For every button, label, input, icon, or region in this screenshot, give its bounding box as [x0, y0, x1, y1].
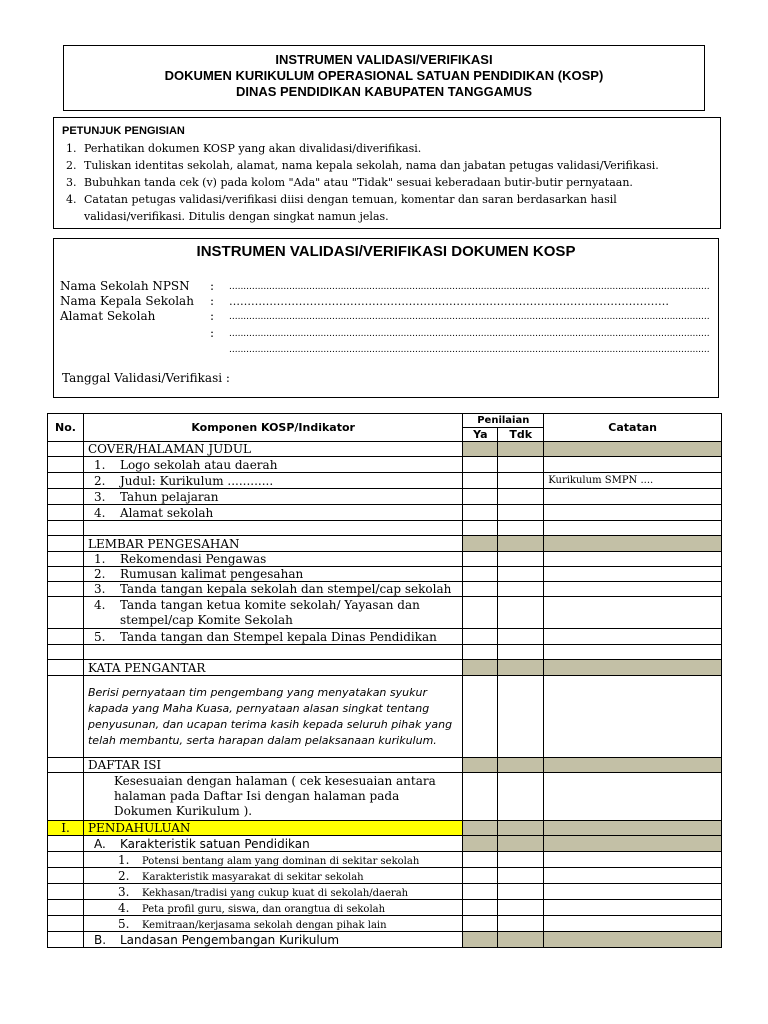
item-number: 4.: [93, 505, 106, 520]
kosp-table: [47, 413, 722, 948]
tdk-cell[interactable]: [498, 758, 544, 773]
table-row: [48, 629, 722, 645]
catatan-cell[interactable]: [544, 536, 722, 552]
tdk-cell[interactable]: [498, 916, 544, 932]
table-row: [48, 597, 722, 629]
petunjuk-item: 3. Bubuhkan tanda cek (v) pada kolom "Ada" atau "Tidak" sesuai keberadaan butir-butir pernyataan.: [80, 174, 712, 191]
table-row: [48, 758, 722, 773]
item-number: 2.: [93, 567, 106, 581]
nama-sekolah-label: Nama Sekolah NPSN: [60, 279, 190, 293]
section-description: Berisi pernyataan tim pengembang yang menyatakan syukur kapada yang Maha Kuasa, pernyataan alasan singkat tentang penyusunan, dan ucapan terima kasih kepada seluruh pihak yang telah membantu, serta harapan dalam pelaksanaan kurikulum.: [83, 676, 462, 758]
tdk-cell[interactable]: [498, 489, 544, 505]
col-header-catatan: Catatan: [544, 414, 722, 442]
item-label: Rumusan kalimat pengesahan: [119, 567, 304, 581]
petunjuk-box: [53, 117, 721, 229]
table-row: [48, 645, 722, 660]
tdk-cell[interactable]: [498, 473, 544, 489]
table-row: [48, 489, 722, 505]
table-row: [48, 505, 722, 521]
item-label: Tanda tangan dan Stempel kepala Dinas Pendidikan: [119, 629, 437, 644]
table-row: [48, 660, 722, 676]
ya-cell[interactable]: [463, 582, 498, 597]
item-number: B.: [93, 932, 107, 947]
table-row: [48, 916, 722, 932]
tdk-cell[interactable]: [498, 868, 544, 884]
item-label: Rekomendasi Pengawas: [119, 552, 267, 566]
table-row: [48, 536, 722, 552]
ya-cell[interactable]: [463, 597, 498, 629]
item-label: Kekhasan/tradisi yang cukup kuat di sekolah/daerah: [141, 887, 409, 899]
catatan-cell[interactable]: [544, 821, 722, 836]
tdk-cell[interactable]: [498, 900, 544, 916]
table-row: [48, 932, 722, 948]
petunjuk-item: 4. Catatan petugas validasi/verifikasi diisi dengan temuan, komentar dan saran berdasarkan hasil validasi/verifikasi. Ditulis dengan singkat namun jelas.: [80, 191, 712, 225]
nama-sekolah-field[interactable]: ........................................................................................................................................................................: [229, 282, 710, 292]
petunjuk-list: [62, 140, 712, 225]
ya-cell[interactable]: [463, 442, 498, 457]
colon: :: [210, 294, 215, 308]
catatan-cell[interactable]: [544, 582, 722, 597]
ya-cell[interactable]: [463, 629, 498, 645]
catatan-cell[interactable]: [544, 884, 722, 900]
table-row: [48, 567, 722, 582]
item-label: Tanda tangan kepala sekolah dan stempel/cap sekolah: [119, 582, 452, 596]
item-number: 1.: [93, 552, 106, 566]
catatan-cell[interactable]: Kurikulum SMPN ....: [544, 473, 722, 489]
colon: :: [210, 309, 215, 323]
catatan-cell[interactable]: [544, 676, 722, 758]
catatan-cell[interactable]: [544, 457, 722, 473]
item-label: Tanda tangan ketua komite sekolah/ Yayasan dan stempel/cap Komite Sekolah: [119, 597, 420, 627]
table-row: [48, 521, 722, 536]
item-number: 1.: [117, 852, 130, 867]
catatan-cell[interactable]: [544, 660, 722, 676]
tdk-cell[interactable]: [498, 505, 544, 521]
tdk-cell[interactable]: [498, 629, 544, 645]
colon: :: [210, 326, 215, 340]
item-label: Kemitraan/kerjasama sekolah dengan pihak lain: [141, 919, 387, 931]
ya-cell[interactable]: [463, 536, 498, 552]
petunjuk-item: 2. Tuliskan identitas sekolah, alamat, nama kepala sekolah, nama dan jabatan petugas validasi/Verifikasi.: [80, 157, 712, 174]
ya-cell[interactable]: [463, 900, 498, 916]
item-label: Potensi bentang alam yang dominan di sekitar sekolah: [141, 855, 420, 867]
section-title: LEMBAR PENGESAHAN: [83, 536, 462, 552]
col-header-no: No.: [48, 414, 84, 442]
table-row: [48, 582, 722, 597]
identitas-box: [53, 238, 719, 398]
nama-kepala-label: Nama Kepala Sekolah: [60, 294, 194, 308]
tdk-cell[interactable]: [498, 660, 544, 676]
tdk-cell[interactable]: [498, 932, 544, 948]
table-row: [48, 773, 722, 821]
alamat-field[interactable]: ........................................................................................................................................................................: [229, 345, 710, 355]
document-header: [63, 45, 705, 111]
item-number: 4.: [117, 900, 130, 915]
ya-cell[interactable]: [463, 676, 498, 758]
catatan-cell[interactable]: [544, 900, 722, 916]
table-row: [48, 884, 722, 900]
ya-cell[interactable]: [463, 916, 498, 932]
item-number: 2.: [117, 868, 130, 883]
catatan-cell[interactable]: [544, 916, 722, 932]
catatan-cell[interactable]: [544, 567, 722, 582]
item-label: Peta profil guru, siswa, dan orangtua di sekolah: [141, 903, 386, 915]
table-row: [48, 676, 722, 758]
identitas-title: INSTRUMEN VALIDASI/VERIFIKASI DOKUMEN KOSP: [196, 243, 576, 260]
catatan-cell[interactable]: [544, 629, 722, 645]
tdk-cell[interactable]: [498, 582, 544, 597]
table-row: [48, 552, 722, 567]
item-number: 3.: [93, 489, 106, 504]
tdk-cell[interactable]: [498, 457, 544, 473]
item-number: 5.: [117, 916, 130, 931]
alamat-field[interactable]: ........................................................................................................................................................................: [229, 329, 710, 339]
table-row: [48, 442, 722, 457]
catatan-cell[interactable]: [544, 773, 722, 821]
table-row: [48, 473, 722, 489]
item-label: Tahun pelajaran: [119, 489, 219, 504]
section-title: COVER/HALAMAN JUDUL: [83, 442, 462, 457]
ya-cell[interactable]: [463, 457, 498, 473]
tdk-cell[interactable]: [498, 852, 544, 868]
ya-cell[interactable]: [463, 884, 498, 900]
subsection-title: Landasan Pengembangan Kurikulum: [119, 932, 340, 947]
ya-cell[interactable]: [463, 868, 498, 884]
table-row: [48, 821, 722, 836]
colon: :: [210, 279, 215, 293]
col-header-komponen: Komponen KOSP/Indikator: [83, 414, 462, 442]
table-row: [48, 900, 722, 916]
table-row: [48, 457, 722, 473]
section-title: PENDAHULUAN: [83, 821, 462, 836]
item-label: Logo sekolah atau daerah: [119, 457, 278, 472]
section-description: Kesesuaian dengan halaman ( cek kesesuaian antara halaman pada Daftar Isi dengan halaman pada Dokumen Kurikulum ).: [83, 773, 462, 821]
item-label: Judul: Kurikulum ............: [119, 473, 274, 488]
catatan-cell[interactable]: [544, 836, 722, 852]
tdk-cell[interactable]: [498, 676, 544, 758]
alamat-label: Alamat Sekolah: [60, 309, 156, 323]
tdk-cell[interactable]: [498, 821, 544, 836]
catatan-cell[interactable]: [544, 868, 722, 884]
item-number: A.: [93, 836, 106, 851]
ya-cell[interactable]: [463, 852, 498, 868]
catatan-cell[interactable]: [544, 932, 722, 948]
subsection-title: Karakteristik satuan Pendidikan: [119, 836, 310, 851]
catatan-cell[interactable]: [544, 552, 722, 567]
tdk-cell[interactable]: [498, 552, 544, 567]
section-title: KATA PENGANTAR: [83, 660, 462, 676]
header-line-3: DINAS PENDIDIKAN KABUPATEN TANGGAMUS: [235, 84, 533, 99]
catatan-cell[interactable]: [544, 489, 722, 505]
ya-cell[interactable]: [463, 473, 498, 489]
catatan-cell[interactable]: [544, 758, 722, 773]
catatan-cell[interactable]: [544, 852, 722, 868]
header-line-2: DOKUMEN KURIKULUM OPERASIONAL SATUAN PENDIDIKAN (KOSP): [164, 68, 604, 83]
petunjuk-title: PETUNJUK PENGISIAN: [62, 125, 185, 137]
nama-kepala-field[interactable]: …………………………………………………………………………………………………………: [229, 295, 669, 308]
petunjuk-item: 1. Perhatikan dokumen KOSP yang akan divalidasi/diverifikasi.: [80, 140, 712, 157]
ya-cell[interactable]: [463, 932, 498, 948]
item-number: 3.: [117, 884, 130, 899]
ya-cell[interactable]: [463, 660, 498, 676]
item-label: Alamat sekolah: [119, 505, 214, 520]
catatan-cell[interactable]: [544, 597, 722, 629]
col-header-tdk: Tdk: [498, 428, 544, 442]
item-number: 1.: [93, 457, 106, 472]
ya-cell[interactable]: [463, 758, 498, 773]
ya-cell[interactable]: [463, 836, 498, 852]
tdk-cell[interactable]: [498, 536, 544, 552]
section-number: I.: [48, 821, 84, 836]
header-line-1: INSTRUMEN VALIDASI/VERIFIKASI: [275, 52, 493, 67]
tdk-cell[interactable]: [498, 836, 544, 852]
catatan-cell[interactable]: [544, 505, 722, 521]
table-row: [48, 836, 722, 852]
item-number: 5.: [93, 629, 106, 644]
ya-cell[interactable]: [463, 773, 498, 821]
alamat-field[interactable]: ........................................................................................................................................................................: [229, 312, 710, 322]
tanggal-label: Tanggal Validasi/Verifikasi :: [62, 371, 230, 385]
tdk-cell[interactable]: [498, 884, 544, 900]
section-title: DAFTAR ISI: [83, 758, 462, 773]
table-row: [48, 868, 722, 884]
item-number: 3.: [93, 582, 106, 596]
ya-cell[interactable]: [463, 821, 498, 836]
ya-cell[interactable]: [463, 505, 498, 521]
tdk-cell[interactable]: [498, 597, 544, 629]
table-row: [48, 852, 722, 868]
ya-cell[interactable]: [463, 552, 498, 567]
col-header-penilaian: Penilaian: [463, 414, 544, 428]
tdk-cell[interactable]: [498, 773, 544, 821]
catatan-cell[interactable]: [544, 442, 722, 457]
item-number: 2.: [93, 473, 106, 488]
tdk-cell[interactable]: [498, 442, 544, 457]
item-number: 4.: [93, 597, 106, 612]
item-label: Karakteristik masyarakat di sekitar sekolah: [141, 871, 364, 883]
ya-cell[interactable]: [463, 567, 498, 582]
col-header-ya: Ya: [463, 428, 498, 442]
tdk-cell[interactable]: [498, 567, 544, 582]
ya-cell[interactable]: [463, 489, 498, 505]
